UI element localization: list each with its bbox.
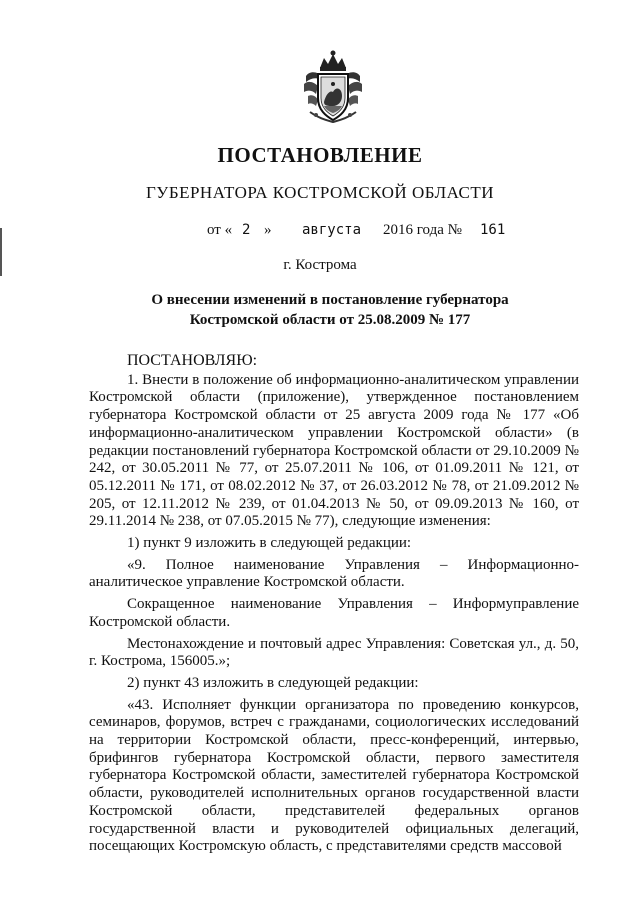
- coat-of-arms-emblem: [300, 46, 366, 126]
- document-issuer: ГУБЕРНАТОРА КОСТРОМСКОЙ ОБЛАСТИ: [145, 183, 495, 202]
- paragraph-5: Местонахождение и почтовый адрес Управления: Советская ул., д. 50, г. Кострома, 156005.»;: [89, 635, 579, 670]
- paragraph-2: 1) пункт 9 изложить в следующей редакции:: [127, 535, 412, 552]
- document-number: 161: [480, 222, 506, 238]
- document-body: [89, 352, 579, 856]
- date-year: 2016 года №: [383, 222, 462, 238]
- city: г. Кострома: [283, 257, 357, 273]
- date-month: августа: [302, 222, 362, 238]
- date-prefix: от «: [207, 222, 233, 238]
- heading-line-2: Костромской области от 25.08.2009 № 177: [189, 312, 471, 328]
- paragraph-3: «9. Полное наименование Управления – Информационно-аналитическое управление Костромской области.: [89, 556, 579, 591]
- paragraph-6: 2) пункт 43 изложить в следующей редакции:: [127, 674, 419, 691]
- paragraph-7: «43. Исполняет функции организатора по проведению конкурсов, семинаров, форумов, встреч с гражданами, социологических исследований на территории Костромской области, пресс-конференций, интервью, брифингов губернатора Костромской области, первого заместителя губернатора Костромской области, заместителей губернатора Костромской области, руководителей исполнительных органов государственной власти Костромской области, представителей федеральных органов государственной власти и руководителей официальных делегаций, посещающих Костромскую область, с представителями средств массовой: [89, 696, 579, 855]
- document-heading: [130, 290, 530, 330]
- date-close: »: [264, 222, 272, 238]
- paragraph-1: 1. Внести в положение об информационно-аналитическом управлении Костромской области (приложение), утвержденное постановлением губернатора Костромской области от 25 августа 2009 года № 177 «Об информационно-аналитическом управлении Костромской области» (в редакции постановлений губернатора Костромской области от 29.10.2009 № 242, от 30.05.2011 № 77, от 25.07.2011 № 106, от 01.09.2011 № 121, от 05.12.2011 № 171, от 08.02.2012 № 37, от 26.03.2012 № 78, от 21.09.2012 № 205, от 12.11.2012 № 239, от 01.04.2013 № 50, от 09.09.2013 № 160, от 29.11.2014 № 238, от 07.05.2015 № 77), следующие изменения:: [89, 371, 579, 530]
- date-day: 2: [242, 222, 251, 238]
- decree-word: ПОСТАНОВЛЯЮ:: [127, 352, 258, 369]
- document-title: ПОСТАНОВЛЕНИЕ: [217, 143, 423, 167]
- paragraph-4: Сокращенное наименование Управления – Информуправление Костромской области.: [89, 596, 579, 630]
- heading-line-1: О внесении изменений в постановление губернатора: [151, 292, 509, 308]
